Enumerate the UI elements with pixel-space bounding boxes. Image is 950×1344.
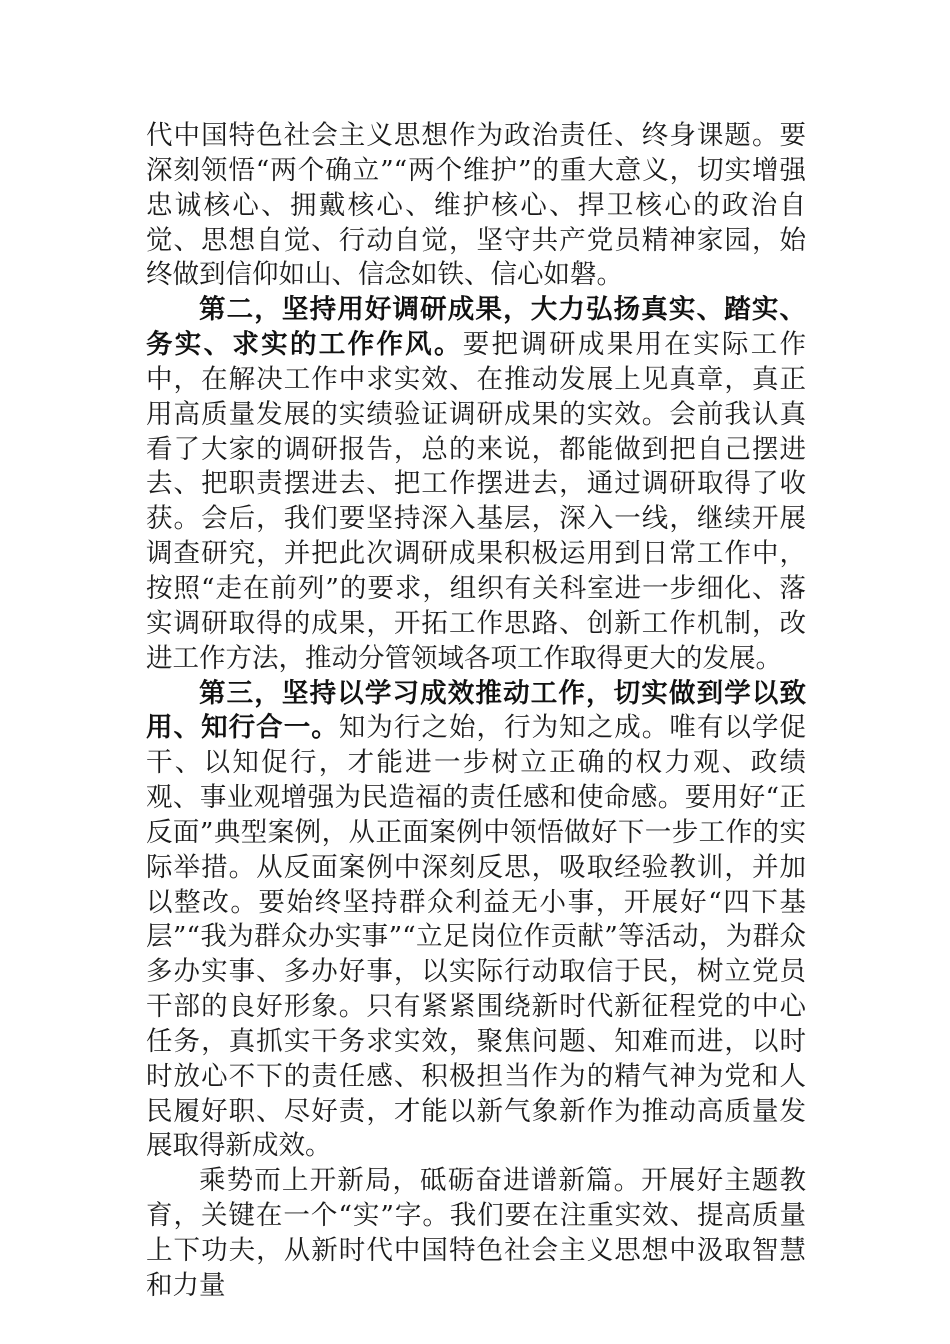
- paragraph-3-heading: 第三，坚持以学习成效推动工作，切实做到学以致用、知行合一。: [146, 677, 806, 744]
- paragraph-1-text: 代中国特色社会主义思想作为政治责任、终身课题。要深刻领悟“两个确立”“两个维护”的重大意义，切实增强忠诚核心、拥戴核心、维护核心、捍卫核心的政治自觉、思想自觉、行动自觉，坚守共产党员精神家园，始终做到信仰如山、信念如铁、信心如磐。: [146, 120, 806, 291]
- paragraph-1: [146, 119, 806, 293]
- paragraph-3: [146, 677, 806, 1165]
- document-page: [146, 119, 806, 1304]
- paragraph-4: [146, 1164, 806, 1303]
- paragraph-2-heading: 第二，坚持用好调研成果，大力弘扬真实、踏实、务实、求实的工作作风。: [146, 294, 806, 361]
- paragraph-2: [146, 293, 806, 676]
- paragraph-3-text: 知为行之始，行为知之成。唯有以学促干、以知促行，才能进一步树立正确的权力观、政绩观、事业观增强为民造福的责任感和使命感。要用好“正反面”典型案例，从正面案例中领悟做好下一步工作的实际举措。从反面案例中深刻反思，吸取经验教训，并加以整改。要始终坚持群众利益无小事，开展好“四下基层”“我为群众办实事”“立足岗位作贡献”等活动，为群众多办实事、多办好事，以实际行动取信于民，树立党员干部的良好形象。只有紧紧围绕新时代新征程党的中心任务，真抓实干务求实效，聚焦问题、知难而进，以时时放心不下的责任感、积极担当作为的精气神为党和人民履好职、尽好责，才能以新气象新作为推动高质量发展取得新成效。: [146, 712, 807, 1162]
- paragraph-2-text: 要把调研成果用在实际工作中，在解决工作中求实效、在推动发展上见真章，真正用高质量发展的实绩验证调研成果的实效。会前我认真看了大家的调研报告，总的来说，都能做到把自己摆进去、把职责摆进去、把工作摆进去，通过调研取得了收获。会后，我们要坚持深入基层，深入一线，继续开展调查研究，并把此次调研成果积极运用到日常工作中，按照“走在前列”的要求，组织有关科室进一步细化、落实调研取得的成果，开拓工作思路、创新工作机制，改进工作方法，推动分管领域各项工作取得更大的发展。: [146, 329, 806, 674]
- paragraph-4-text: 乘势而上开新局，砥砺奋进谱新篇。开展好主题教育，关键在一个“实”字。我们要在注重实效、提高质量上下功夫，从新时代中国特色社会主义思想中汲取智慧和力量: [146, 1165, 806, 1301]
